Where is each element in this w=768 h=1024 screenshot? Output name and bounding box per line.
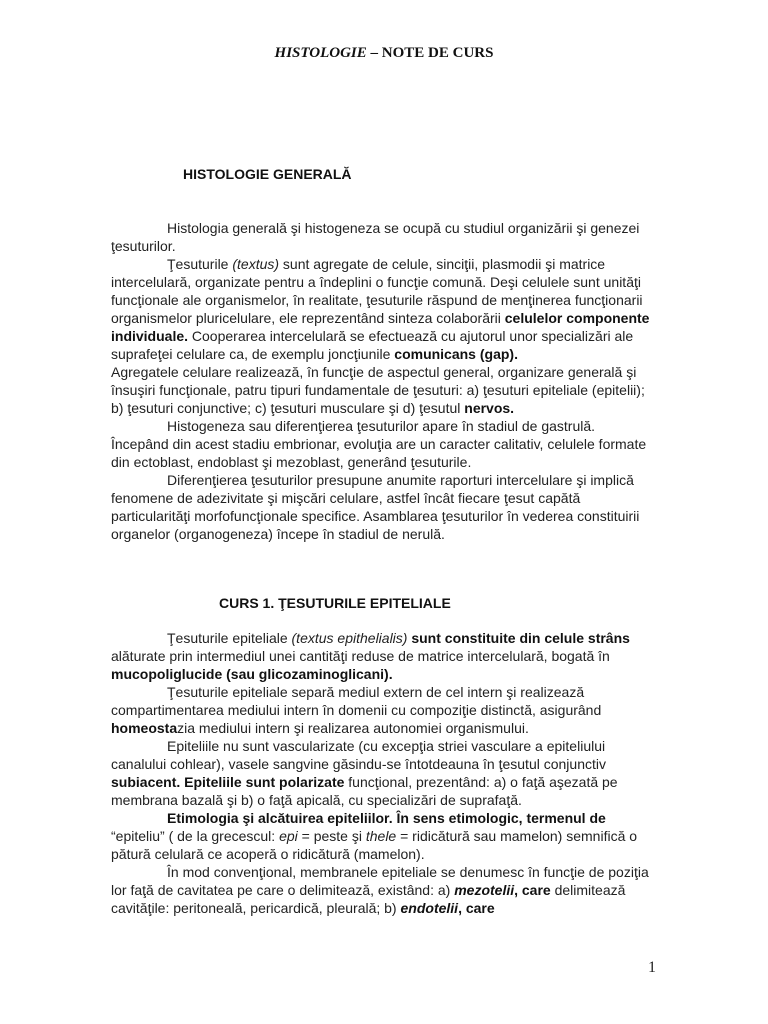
paragraph-epithelial-vascularization [111,737,656,809]
text-bold: subiacent. Epiteliile sunt polarizate [111,774,345,790]
paragraph-epithelial-separation [111,683,656,737]
text-segment: Ţesuturile epiteliale [167,630,292,646]
text-bold: homeosta [111,720,178,736]
text-segment: Agregatele celulare realizează, în funcţie de aspectul general, organizare generală şi însuşiri funcţionale, patru tipuri fundamentale de ţesuturi: a) ţesuturi epiteliale (epitelii); b) ţesuturi conjunctive; c) ţesuturi musculare şi d) ţesutul [111,364,645,416]
text-segment: alăturate prin intermediul unei cantităţi reduse de matrice intercelulară, bogată în [111,648,610,664]
text-segment: Cooperarea intercelulară se efectuează cu ajutorul unor specializări ale suprafeţei celulare ca, de exemplu joncţiunile [111,328,634,362]
paragraph-epithelial-definition [111,629,656,683]
text-italic: epi [279,828,298,844]
paragraph-conventional-naming [111,863,656,917]
section-heading-course1: CURS 1. ŢESUTURILE EPITELIALE [219,595,451,611]
text-bold: nervos. [464,400,515,416]
text-italic: (textus epithelialis) [291,630,408,646]
text-bold-italic: endotelii [400,900,459,916]
text-segment: sunt agregate de celule, sinciţii, plasmodii şi matrice intercelulară, organizate pentru a îndeplini o funcţie comună. Deşi celulele sunt unităţi funcţionale ale organismelor, în realitate, ţesuturile răspund de menţinerea funcţionarii organismelor pluricelulare, ele reprezentând sinteza colaborării [111,256,643,326]
text-bold-italic: mezotelii [454,882,515,898]
text-bold: , care [514,882,551,898]
text-segment: În mod convenţional, membranele epiteliale se denumesc în funcţie de poziţia lor faţă de cavitatea pe care o delimitează, existând: a) [111,864,649,898]
text-italic: thele [365,828,397,844]
text-segment: = ridicătură sau mamelon) semnifică o pătură celulară ce acoperă o ridicătură (mamelon). [111,828,638,862]
text-segment: Ţesuturile epiteliale separă mediul extern de cel intern şi realizează compartimentarea mediului intern în domenii cu compoziţie distinctă, asigurând [111,684,602,718]
text-segment: “epiteliu” ( de la grecescul: [111,828,280,844]
text-bold: mucopoliglucide (sau glicozaminoglicani). [111,666,393,682]
page-number: 1 [648,959,656,976]
section-general-body [111,219,656,543]
text-bold: sunt constituite din celule strâns [407,630,630,646]
text-bold: , care [458,900,495,916]
text-segment: Epiteliile nu sunt vascularizate (cu excepţia striei vasculare a epiteliului canalului cohlear), vasele sangvine găsindu-se întotdeauna în ţesutul conjunctiv [111,738,606,772]
text-bold: . În sens etimologic, termenul de [388,810,606,826]
header-title-italic: HISTOLOGIE [274,45,367,61]
header-title-rest: – NOTE DE CURS [366,45,494,61]
section-heading-general: HISTOLOGIE GENERALĂ [183,166,352,182]
text-bold: celulelor componente individuale. [111,310,650,344]
text-segment: funcţional, prezentând: a) o faţă aşezată pe membrana bazală şi b) o faţă apicală, cu specializări de suprafaţă. [111,774,618,808]
text-segment: zia mediului intern şi realizarea autonomiei organismului. [177,720,529,736]
paragraph-etymology [111,809,656,863]
paragraph-histology-intro: Histologia generală şi histogeneza se ocupă cu studiul organizării şi genezei ţesuturilor. [111,220,640,254]
text-bold: Etimologia şi alcătuirea epiteliilor [167,810,389,826]
text-segment: Ţesuturile [167,256,233,272]
paragraph-histogenesis: Histogeneza sau diferenţierea ţesuturilor apare în stadiul de gastrulă. Începând din acest stadiu embrionar, evoluţia are un caracter calitativ, celulele formate din ectoblast, endoblast şi mezoblast, generând ţesuturile. [111,418,647,470]
text-bold: comunicans (gap). [394,346,518,362]
paragraph-differentiation: Diferenţierea ţesuturilor presupune anumite raporturi intercelulare şi implică fenomene de adezivitate şi mişcări celulare, astfel încât fiecare ţesut capătă particularităţi morfofuncţionale specifice. Asamblarea ţesuturilor în vederea constituirii organelor (organogeneza) începe în stadiul de nerulă. [111,472,640,542]
text-segment: = peste şi [297,828,366,844]
paragraph-tissues-definition [111,255,656,363]
paragraph-tissue-types [111,363,656,417]
text-segment: delimitează cavităţile: peritoneală, pericardică, pleurală; b) [111,882,626,916]
text-italic: (textus) [232,256,280,272]
page-header [0,45,768,62]
section-epithelial-body [111,629,656,917]
